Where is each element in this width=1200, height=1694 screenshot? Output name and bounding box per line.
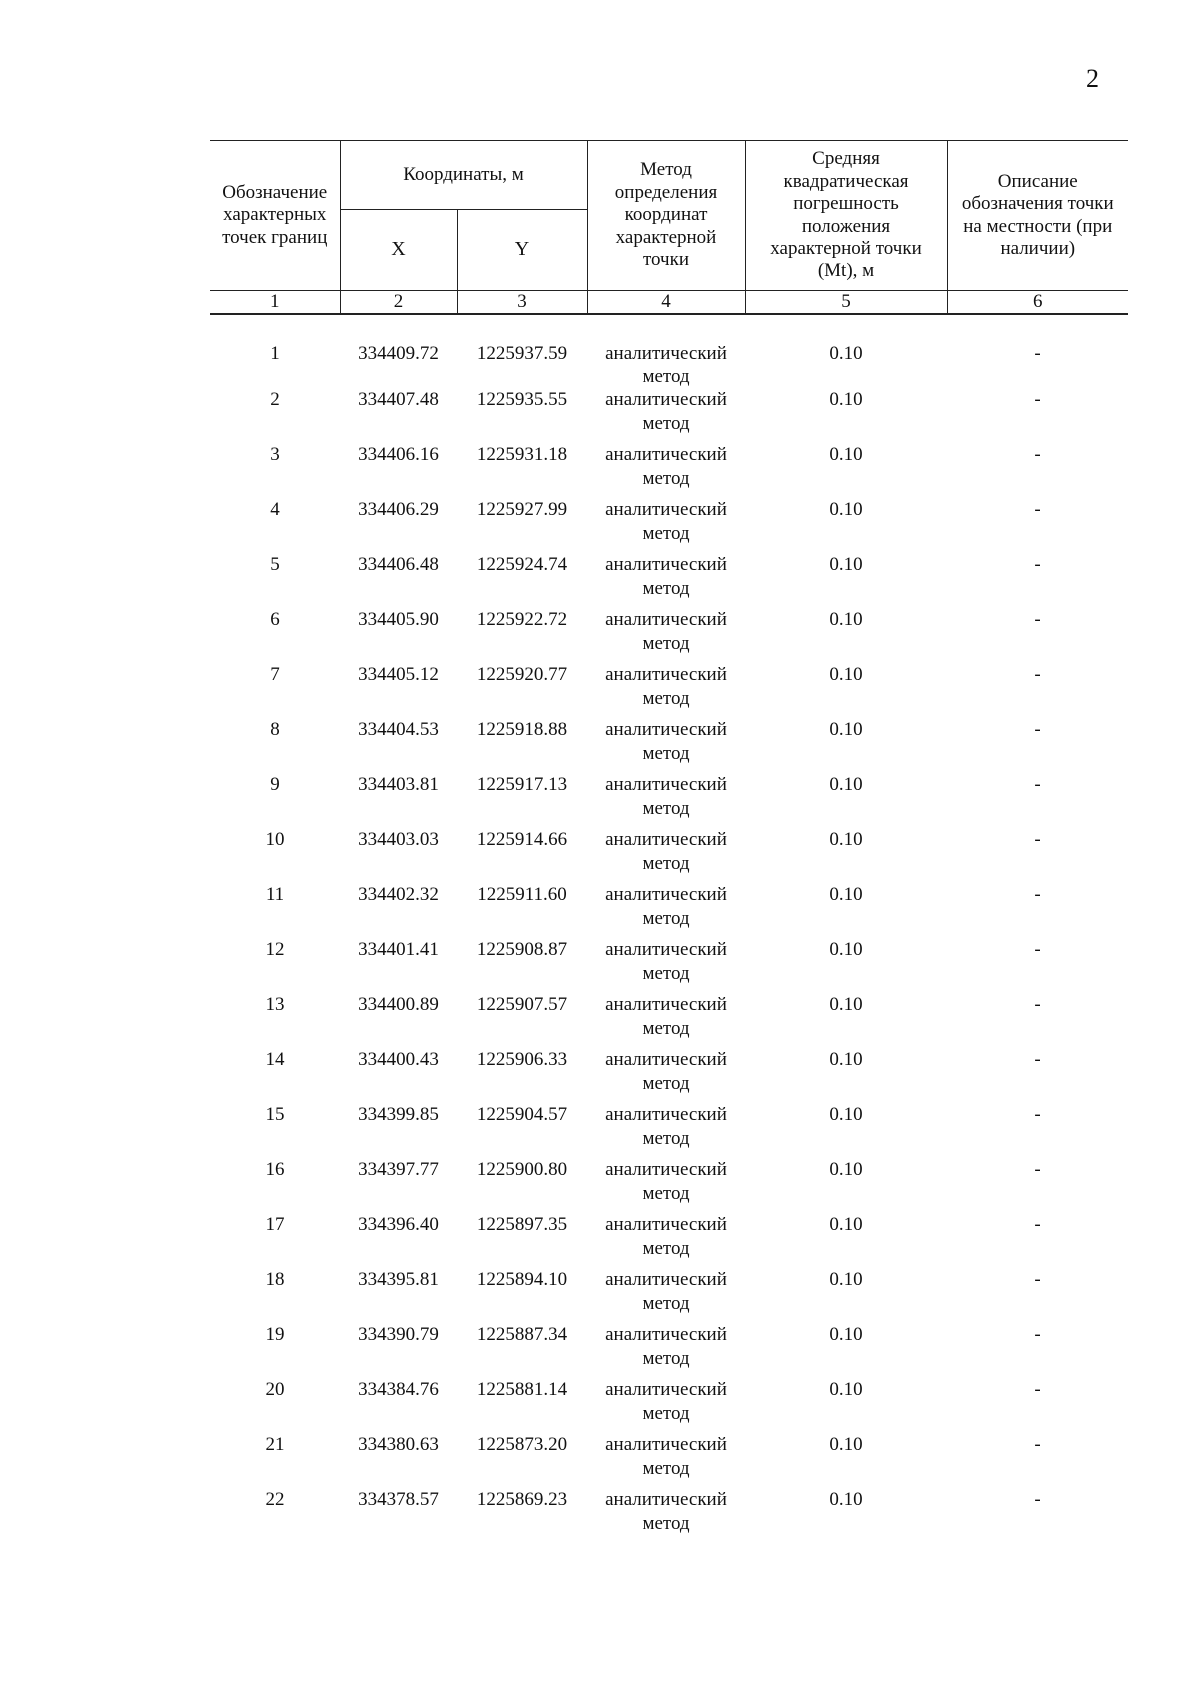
coordinate-x: 334400.89: [358, 994, 439, 1016]
page-number: 2: [1086, 64, 1099, 93]
coordinate-y: 1225931.18: [476, 444, 568, 466]
column-number: 4: [587, 291, 745, 315]
coordinate-x: 334399.85: [358, 1104, 439, 1126]
method-text-line-1: аналитический: [605, 1104, 727, 1126]
method-cell: [587, 553, 745, 608]
mean-square-error: 0.10: [829, 884, 863, 906]
method-text-line-1: аналитический: [605, 884, 727, 906]
point-number: 7: [270, 664, 280, 686]
boundary-points-table: [210, 140, 1128, 1543]
point-description: -: [1034, 939, 1041, 961]
mean-square-error: 0.10: [829, 829, 863, 851]
coordinate-y: 1225924.74: [476, 554, 568, 576]
table-row: [210, 498, 1128, 553]
table-row: [210, 828, 1128, 883]
table-row: [210, 1433, 1128, 1488]
method-cell: [587, 443, 745, 498]
point-description: -: [1034, 343, 1041, 364]
point-description: -: [1034, 664, 1041, 686]
mean-square-error: 0.10: [829, 719, 863, 741]
point-description: -: [1034, 1049, 1041, 1071]
coordinate-x: 334403.03: [358, 829, 439, 851]
mean-square-error: 0.10: [829, 774, 863, 796]
point-description: -: [1034, 994, 1041, 1016]
coordinate-y: 1225927.99: [476, 499, 568, 521]
point-description: -: [1034, 444, 1041, 466]
point-number: 20: [265, 1379, 285, 1401]
method-text-line-1: аналитический: [605, 994, 727, 1016]
header-y: Y: [457, 210, 587, 291]
method-text-line-1: аналитический: [605, 444, 727, 466]
method-cell: [587, 498, 745, 553]
point-description: -: [1034, 1104, 1041, 1126]
coordinate-y: 1225914.66: [476, 829, 568, 851]
coordinate-y: 1225904.57: [476, 1104, 568, 1126]
mean-square-error: 0.10: [829, 1269, 863, 1291]
method-text-line-2: метод: [642, 522, 690, 544]
mean-square-error: 0.10: [829, 389, 863, 411]
mean-square-error: 0.10: [829, 444, 863, 466]
point-number: 3: [270, 444, 280, 466]
table-row: [210, 1488, 1128, 1543]
point-number: 19: [265, 1324, 285, 1346]
method-text-line-2: метод: [642, 1017, 690, 1039]
coordinate-y: 1225920.77: [476, 664, 568, 686]
mean-square-error: 0.10: [829, 609, 863, 631]
point-number: 10: [265, 829, 285, 851]
point-description: -: [1034, 1324, 1041, 1346]
method-text-line-2: метод: [642, 797, 690, 819]
method-text-line-1: аналитический: [605, 719, 727, 741]
coordinate-x: 334396.40: [358, 1214, 439, 1236]
point-number: 16: [265, 1159, 285, 1181]
point-description: -: [1034, 1269, 1041, 1291]
coordinate-y: 1225907.57: [476, 994, 568, 1016]
column-number: 1: [210, 291, 340, 315]
method-text-line-2: метод: [642, 1292, 690, 1314]
method-text-line-1: аналитический: [605, 1159, 727, 1181]
table-row: [210, 773, 1128, 828]
coordinate-x: 334406.48: [358, 554, 439, 576]
point-description: -: [1034, 1159, 1041, 1181]
coordinate-y: 1225935.55: [476, 389, 568, 411]
mean-square-error: 0.10: [829, 1324, 863, 1346]
point-description: -: [1034, 1489, 1041, 1511]
point-description: -: [1034, 719, 1041, 741]
method-text-line-2: метод: [642, 1127, 690, 1149]
point-description: -: [1034, 609, 1041, 631]
method-cell: [587, 773, 745, 828]
coordinate-x: 334404.53: [358, 719, 439, 741]
header-x: X: [340, 210, 457, 291]
method-cell: [587, 1268, 745, 1323]
method-cell: [587, 993, 745, 1048]
coordinate-y: 1225869.23: [476, 1489, 568, 1511]
method-text-line-2: метод: [642, 467, 690, 489]
method-text-line-1: аналитический: [605, 829, 727, 851]
point-number: 6: [270, 609, 280, 631]
coordinate-y: 1225918.88: [476, 719, 568, 741]
point-description: -: [1034, 829, 1041, 851]
coordinate-x: 334378.57: [358, 1489, 439, 1511]
mean-square-error: 0.10: [829, 499, 863, 521]
point-number: 8: [270, 719, 280, 741]
method-cell: [587, 828, 745, 883]
method-text-line-1: аналитический: [605, 774, 727, 796]
mean-square-error: 0.10: [829, 1049, 863, 1071]
coordinate-y: 1225894.10: [476, 1269, 568, 1291]
method-text-line-2: метод: [642, 907, 690, 929]
mean-square-error: 0.10: [829, 1214, 863, 1236]
method-cell: [587, 1488, 745, 1543]
coordinate-x: 334406.16: [358, 444, 439, 466]
coordinate-x: 334406.29: [358, 499, 439, 521]
table-row: [210, 993, 1128, 1048]
coordinate-y: 1225873.20: [476, 1434, 568, 1456]
column-number: 2: [340, 291, 457, 315]
coordinate-x: 334405.12: [358, 664, 439, 686]
point-description: -: [1034, 389, 1041, 411]
table-row: [210, 1268, 1128, 1323]
method-text-line-2: метод: [642, 577, 690, 599]
method-text-line-2: метод: [642, 742, 690, 764]
method-cell: [587, 1103, 745, 1158]
method-text-line-2: метод: [642, 962, 690, 984]
coordinate-x: 334395.81: [358, 1269, 439, 1291]
point-number: 14: [265, 1049, 285, 1071]
method-text-line-1: аналитический: [605, 1324, 727, 1346]
point-number: 1: [270, 343, 280, 364]
coordinate-y: 1225887.34: [476, 1324, 568, 1346]
coordinate-x: 334380.63: [358, 1434, 439, 1456]
point-number: 22: [265, 1489, 285, 1511]
table-row: [210, 1323, 1128, 1378]
point-number: 17: [265, 1214, 285, 1236]
method-text-line-1: аналитический: [605, 664, 727, 686]
method-cell: [587, 1378, 745, 1433]
table-row: [210, 1048, 1128, 1103]
method-text-line-1: аналитический: [605, 389, 727, 411]
coordinate-x: 334390.79: [358, 1324, 439, 1346]
point-description: -: [1034, 554, 1041, 576]
point-number: 18: [265, 1269, 285, 1291]
coordinate-y: 1225917.13: [476, 774, 568, 796]
method-text-line-1: аналитический: [605, 343, 727, 364]
header-coordinates: Координаты, м: [340, 141, 587, 210]
point-description: -: [1034, 774, 1041, 796]
point-number: 4: [270, 499, 280, 521]
point-number: 5: [270, 554, 280, 576]
table-row: [210, 608, 1128, 663]
table-row: [210, 938, 1128, 993]
point-description: -: [1034, 1214, 1041, 1236]
table-row: [210, 1158, 1128, 1213]
coordinate-x: 334402.32: [358, 884, 439, 906]
point-number: 2: [270, 389, 280, 411]
table-row: [210, 314, 1128, 388]
mean-square-error: 0.10: [829, 664, 863, 686]
method-cell: [587, 663, 745, 718]
point-description: -: [1034, 1434, 1041, 1456]
mean-square-error: 0.10: [829, 1434, 863, 1456]
column-number: 3: [457, 291, 587, 315]
method-cell: [587, 1213, 745, 1268]
method-text-line-1: аналитический: [605, 1049, 727, 1071]
method-text-line-1: аналитический: [605, 554, 727, 576]
column-number: 6: [947, 291, 1128, 315]
coordinate-y: 1225906.33: [476, 1049, 568, 1071]
method-text-line-2: метод: [642, 1457, 690, 1479]
mean-square-error: 0.10: [829, 994, 863, 1016]
point-number: 9: [270, 774, 280, 796]
method-text-line-1: аналитический: [605, 499, 727, 521]
coordinate-y: 1225911.60: [477, 884, 567, 906]
method-text-line-2: метод: [642, 1237, 690, 1259]
point-description: -: [1034, 884, 1041, 906]
method-cell: [587, 1158, 745, 1213]
point-number: 12: [265, 939, 285, 961]
header-point-designation: Обозначение характерных точек границ: [210, 141, 340, 291]
coordinate-x: 334403.81: [358, 774, 439, 796]
method-text-line-2: метод: [642, 687, 690, 709]
table-row: [210, 1378, 1128, 1433]
coordinate-y: 1225922.72: [476, 609, 568, 631]
table-row: [210, 443, 1128, 498]
coordinate-y: 1225897.35: [476, 1214, 568, 1236]
method-text-line-2: метод: [642, 366, 690, 388]
mean-square-error: 0.10: [829, 554, 863, 576]
method-cell: [587, 1323, 745, 1378]
point-number: 15: [265, 1104, 285, 1126]
method-text-line-1: аналитический: [605, 1434, 727, 1456]
coordinate-y: 1225881.14: [476, 1379, 568, 1401]
table-row: [210, 553, 1128, 608]
method-text-line-2: метод: [642, 1072, 690, 1094]
coordinate-y: 1225908.87: [476, 939, 568, 961]
mean-square-error: 0.10: [829, 1159, 863, 1181]
table-row: [210, 883, 1128, 938]
column-number-row: [210, 291, 1128, 315]
method-cell: [587, 608, 745, 663]
point-description: -: [1034, 1379, 1041, 1401]
table-body: [210, 314, 1128, 1543]
method-cell: [587, 938, 745, 993]
mean-square-error: 0.10: [829, 939, 863, 961]
mean-square-error: 0.10: [829, 1489, 863, 1511]
table-row: [210, 718, 1128, 773]
method-text-line-2: метод: [642, 1512, 690, 1534]
method-text-line-2: метод: [642, 632, 690, 654]
mean-square-error: 0.10: [829, 1379, 863, 1401]
table-row: [210, 388, 1128, 443]
method-cell: [587, 883, 745, 938]
table-row: [210, 663, 1128, 718]
header-mean-square-error: Средняя квадратическая погрешность положения характерной точки (Mt), м: [745, 141, 947, 291]
table-row: [210, 1213, 1128, 1268]
coordinate-y: 1225900.80: [476, 1159, 568, 1181]
method-text-line-2: метод: [642, 412, 690, 434]
header-point-description: Описание обозначения точки на местности (при наличии): [947, 141, 1128, 291]
method-cell: [587, 718, 745, 773]
column-number: 5: [745, 291, 947, 315]
coordinate-x: 334400.43: [358, 1049, 439, 1071]
method-text-line-1: аналитический: [605, 1214, 727, 1236]
point-number: 21: [265, 1434, 285, 1456]
table-header: [210, 141, 1128, 315]
method-cell: [587, 314, 745, 388]
method-text-line-2: метод: [642, 852, 690, 874]
coordinate-x: 334405.90: [358, 609, 439, 631]
method-text-line-1: аналитический: [605, 609, 727, 631]
header-method: Метод определения координат характерной точки: [587, 141, 745, 291]
method-text-line-2: метод: [642, 1402, 690, 1424]
coordinate-x: 334384.76: [358, 1379, 439, 1401]
point-description: -: [1034, 499, 1041, 521]
coordinate-x: 334407.48: [358, 389, 439, 411]
point-number: 11: [265, 884, 285, 906]
method-text-line-2: метод: [642, 1182, 690, 1204]
method-cell: [587, 388, 745, 443]
method-cell: [587, 1048, 745, 1103]
method-text-line-1: аналитический: [605, 1379, 727, 1401]
mean-square-error: 0.10: [829, 1104, 863, 1126]
coordinate-x: 334409.72: [358, 343, 439, 364]
coordinate-x: 334401.41: [358, 939, 439, 961]
coordinate-x: 334397.77: [358, 1159, 439, 1181]
method-text-line-1: аналитический: [605, 1269, 727, 1291]
coordinate-y: 1225937.59: [476, 343, 568, 364]
table-row: [210, 1103, 1128, 1158]
mean-square-error: 0.10: [829, 343, 863, 364]
method-text-line-2: метод: [642, 1347, 690, 1369]
method-cell: [587, 1433, 745, 1488]
method-text-line-1: аналитический: [605, 939, 727, 961]
point-number: 13: [265, 994, 285, 1016]
method-text-line-1: аналитический: [605, 1489, 727, 1511]
